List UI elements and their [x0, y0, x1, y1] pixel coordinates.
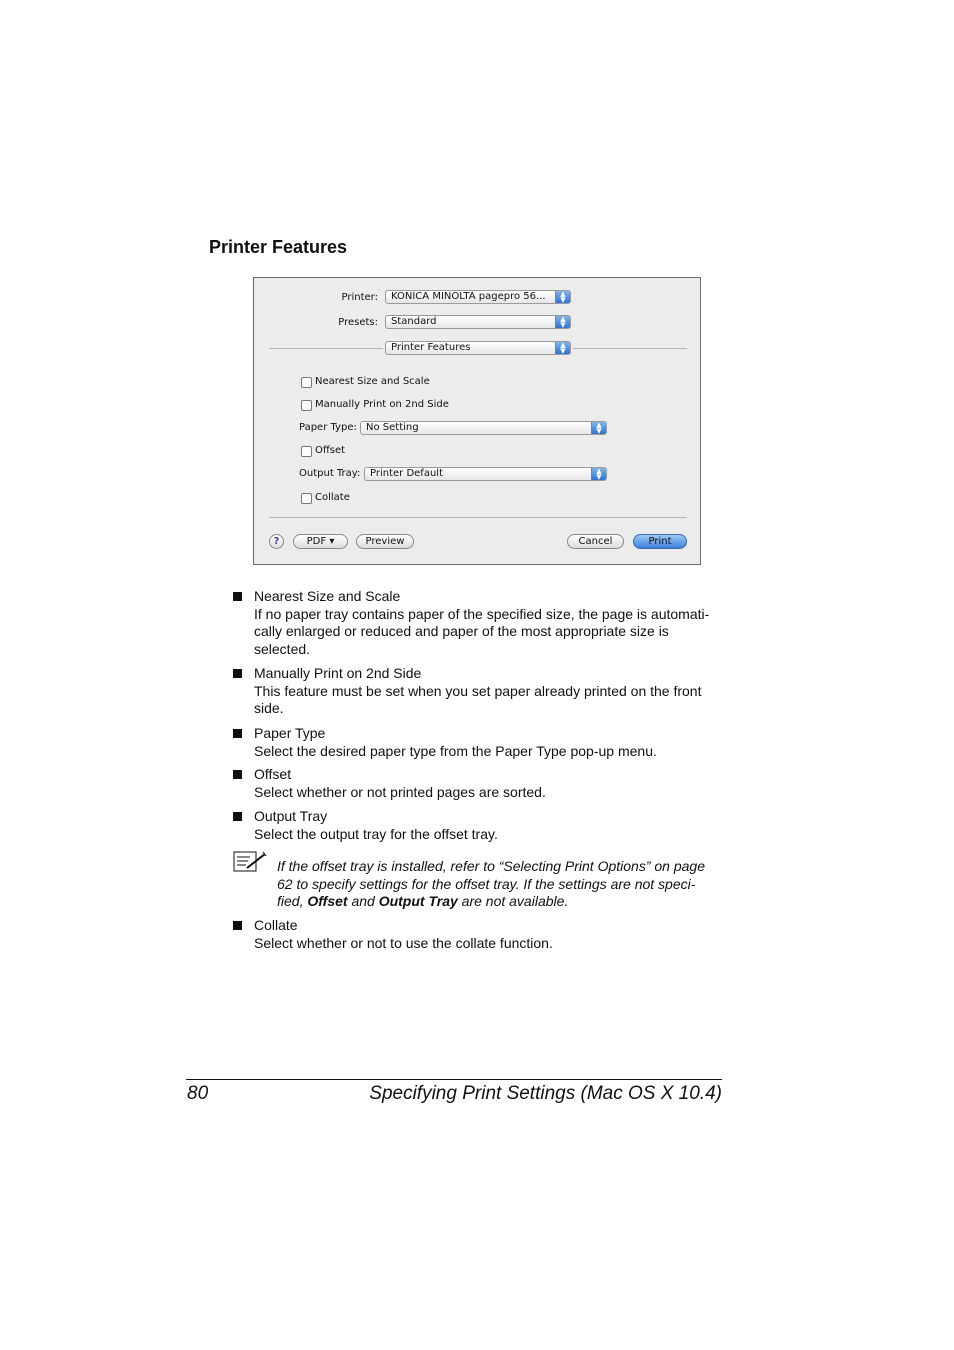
item-text: selected.: [254, 640, 311, 657]
list-item: [233, 808, 733, 843]
note-line: [277, 893, 727, 911]
page-number: 80: [187, 1083, 209, 1104]
note-line: 62 to specify settings for the offset tray. If the settings are not speci-: [277, 875, 696, 892]
nearest-size-label: Nearest Size and Scale: [315, 376, 430, 387]
print-button[interactable]: Print: [633, 534, 687, 549]
bullet-square-icon: [233, 592, 242, 601]
panel-popup[interactable]: [385, 341, 571, 355]
presets-label: Presets:: [338, 317, 378, 328]
popup-arrows-icon: ▲ ▼: [555, 291, 570, 303]
item-title: Output Tray: [254, 808, 328, 824]
paper-type-label: Paper Type:: [299, 422, 357, 433]
section-heading: Printer Features: [209, 237, 348, 257]
printer-popup[interactable]: [385, 290, 571, 304]
presets-value: Standard: [391, 316, 437, 327]
note-fragment: and: [347, 893, 379, 909]
note-fragment: are not available.: [457, 893, 569, 909]
bullet-square-icon: [233, 770, 242, 779]
paper-type-popup[interactable]: [360, 421, 607, 435]
note-pencil-icon: [233, 849, 267, 873]
manual-duplex-label: Manually Print on 2nd Side: [315, 399, 449, 410]
popup-arrows-icon: ▲ ▼: [555, 342, 570, 354]
note-line: If the offset tray is installed, refer to “Selecting Print Options” on page: [277, 858, 705, 874]
collate-checkbox[interactable]: [301, 493, 312, 504]
bullet-square-icon: [233, 921, 242, 930]
item-title: Manually Print on 2nd Side: [254, 665, 422, 681]
printer-value: KONICA MINOLTA pagepro 56...: [391, 291, 546, 302]
item-text: If no paper tray contains paper of the specified size, the page is automati-: [254, 605, 710, 622]
output-tray-popup[interactable]: [364, 467, 607, 481]
bullet-square-icon: [233, 669, 242, 678]
item-title: Nearest Size and Scale: [254, 588, 401, 604]
nearest-size-checkbox[interactable]: [301, 377, 312, 388]
list-item: [233, 917, 733, 952]
collate-label: Collate: [315, 492, 350, 503]
item-text: Select whether or not printed pages are sorted.: [254, 783, 546, 800]
list-item: [233, 665, 733, 718]
bullet-square-icon: [233, 812, 242, 821]
print-dialog: [253, 277, 701, 565]
footer-rule: [186, 1079, 722, 1080]
chapter-title: Specifying Print Settings (Mac OS X 10.4): [369, 1083, 722, 1104]
bullet-square-icon: [233, 729, 242, 738]
list-item: [233, 588, 733, 658]
item-title: Paper Type: [254, 725, 326, 741]
manual-duplex-checkbox[interactable]: [301, 400, 312, 411]
item-text: side.: [254, 700, 284, 716]
item-title: Offset: [254, 766, 292, 782]
offset-label: Offset: [315, 445, 346, 456]
note-text: [277, 858, 727, 911]
cancel-button[interactable]: Cancel: [567, 534, 624, 549]
output-tray-label: Output Tray:: [299, 468, 361, 479]
presets-popup[interactable]: [385, 315, 571, 329]
separator-left: [269, 348, 383, 349]
preview-button[interactable]: Preview: [356, 534, 414, 549]
note-fragment: fied,: [277, 893, 308, 909]
item-text: Select the output tray for the offset tray.: [254, 825, 498, 842]
output-tray-value: Printer Default: [370, 468, 443, 479]
popup-arrows-icon: ▲ ▼: [591, 422, 606, 434]
bottom-separator: [269, 517, 687, 518]
popup-arrows-icon: ▲ ▼: [591, 468, 606, 480]
note-bold-output-tray: Output Tray: [378, 893, 458, 909]
printer-label: Printer:: [341, 292, 378, 303]
separator-right: [573, 348, 687, 349]
popup-arrows-icon: ▲ ▼: [555, 316, 570, 328]
item-text: Select whether or not to use the collate function.: [254, 934, 553, 951]
panel-value: Printer Features: [391, 342, 471, 353]
offset-checkbox[interactable]: [301, 446, 312, 457]
paper-type-value: No Setting: [366, 422, 419, 433]
item-text: Select the desired paper type from the Paper Type pop-up menu.: [254, 742, 657, 759]
list-item: [233, 725, 733, 760]
item-text: This feature must be set when you set paper already printed on the front: [254, 682, 702, 699]
pdf-button[interactable]: PDF ▾: [293, 534, 348, 549]
item-title: Collate: [254, 917, 298, 933]
list-item: [233, 766, 733, 801]
help-button[interactable]: ?: [269, 534, 284, 549]
note-bold-offset: Offset: [307, 893, 348, 909]
item-text: cally enlarged or reduced and paper of the most appropriate size is: [254, 623, 669, 639]
